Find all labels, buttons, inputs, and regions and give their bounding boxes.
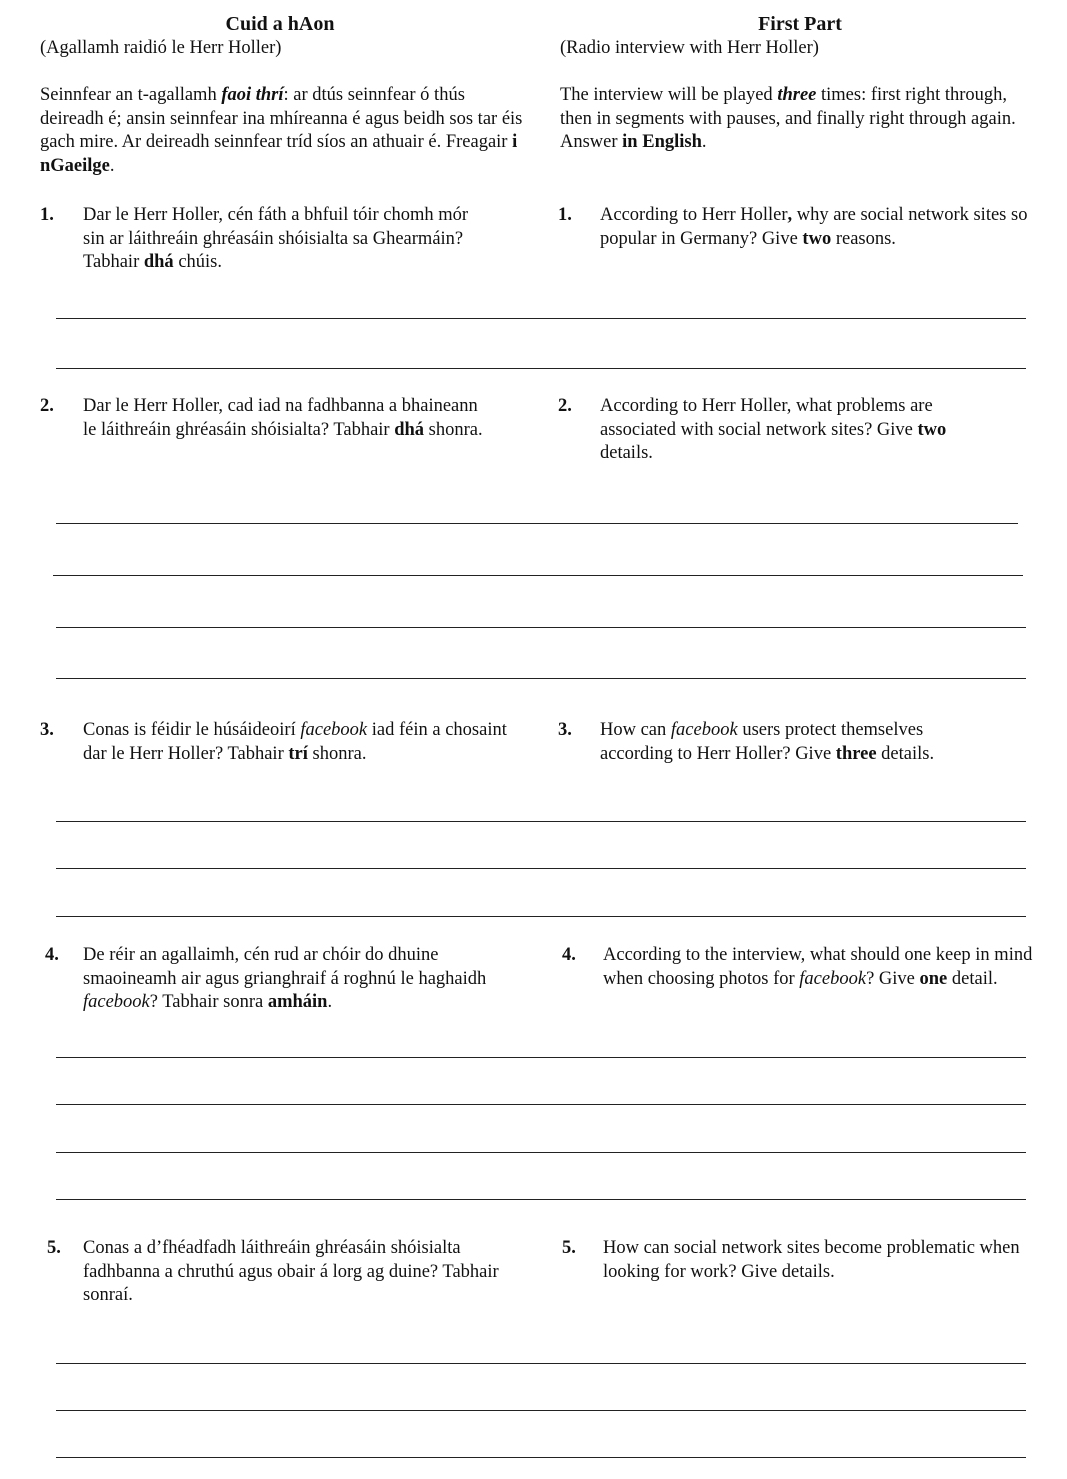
irish-question-3: Conas is féidir le húsáideoirí facebook iad féin a chosaint dar le Herr Holler? Tabhair trí shonra. [83,720,507,764]
english-question-3: How can facebook users protect themselves according to Herr Holler? Give three details. [600,720,935,764]
answer-line[interactable] [56,868,1026,869]
question-number: 2. [558,396,572,416]
answer-line[interactable] [56,821,1026,822]
answer-line[interactable] [56,916,1026,917]
answer-line[interactable] [56,678,1026,679]
answer-line[interactable] [56,368,1026,369]
answer-line[interactable] [53,575,1023,576]
question-number: 3. [40,720,54,740]
question-number: 5. [47,1238,61,1258]
answer-line[interactable] [56,1363,1026,1364]
english-question-4: According to the interview, what should one keep in mind when choosing photos for facebook? Give one detail. [603,945,1033,989]
question-number: 4. [562,945,576,965]
answer-line[interactable] [56,627,1026,628]
english-section-heading: First Part [758,13,842,35]
english-question-2: According to Herr Holler, what problems are associated with social network sites? Give two details. [600,396,947,463]
question-number: 2. [40,396,54,416]
answer-line[interactable] [56,523,1018,524]
irish-question-5: Conas a d’fhéadfadh láithreáin ghréasáin shóisialta fadhbanna a chruthú agus obair á lorg ag duine? Tabhair sonraí. [83,1238,499,1305]
irish-instructions: Seinnfear an t-agallamh faoi thrí: ar dtús seinnfear ó thús deireadh é; ansin seinnfear ina mhíreanna é agus beidh sos tar éis gach mire. Ar deireadh seinnfear tríd síos an athuair é. Freagair i nGaeilge. [40,85,523,176]
question-number: 5. [562,1238,576,1258]
answer-line[interactable] [56,1057,1026,1058]
english-instructions: The interview will be played three times: first right through, then in segments with pauses, and finally right through again. Answer in English. [560,85,1016,152]
english-question-1: According to Herr Holler, why are social network sites so popular in Germany? Give two reasons. [600,205,1028,249]
question-number: 3. [558,720,572,740]
question-number: 4. [45,945,59,965]
answer-line[interactable] [56,1457,1026,1458]
irish-question-4: De réir an agallaimh, cén rud ar chóir do dhuine smaoineamh air agus grianghraif á roghnú le haghaidh facebook? Tabhair sonra amháin. [83,945,487,1012]
answer-line[interactable] [56,318,1026,319]
question-number: 1. [558,205,572,225]
question-number: 1. [40,205,54,225]
answer-line[interactable] [56,1199,1026,1200]
irish-question-2: Dar le Herr Holler, cad iad na fadhbanna a bhaineann le láithreáin ghréasáin shóisialta? Tabhair dhá shonra. [83,396,483,440]
answer-line[interactable] [56,1410,1026,1411]
irish-question-1: Dar le Herr Holler, cén fáth a bhfuil tóir chomh mór sin ar láithreáin ghréasáin shóisialta sa Ghearmáin? Tabhair dhá chúis. [83,205,469,272]
irish-section-heading: Cuid a hAon [225,13,335,35]
answer-line[interactable] [56,1104,1026,1105]
answer-line[interactable] [56,1152,1026,1153]
irish-section-subheading: (Agallamh raidió le Herr Holler) [40,38,282,58]
english-question-5: How can social network sites become problematic when looking for work? Give details. [603,1238,1020,1282]
english-section-subheading: (Radio interview with Herr Holler) [560,38,819,58]
